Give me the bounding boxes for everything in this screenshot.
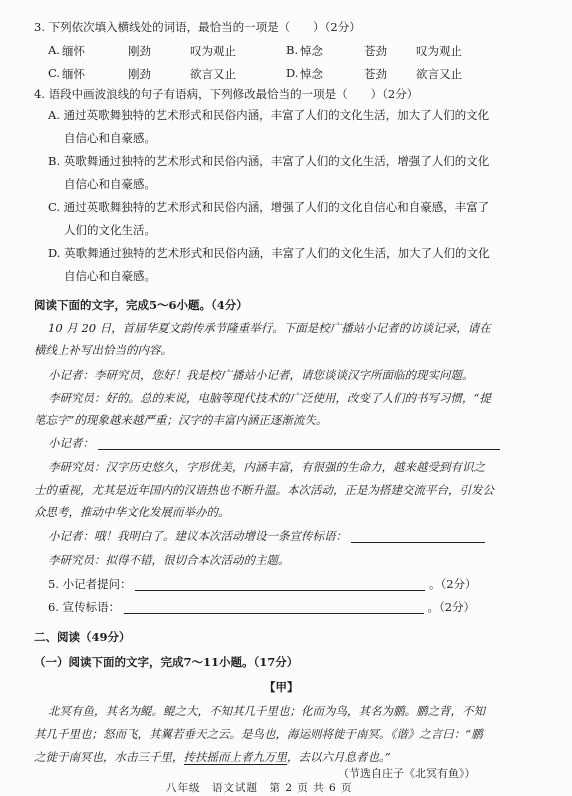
text-segment: 之徙于南冥也，水击三千里， xyxy=(34,750,184,764)
q6 xyxy=(48,602,475,614)
source-citation: （节选自庄子《北冥有鱼》） xyxy=(338,767,476,780)
passage-line: 士的重视，尤其是近年国内的汉语热也不断升温。本次活动，正是为搭建交流平台，引发公 xyxy=(34,483,494,497)
section-subheading: （一）阅读下面的文字，完成7～11小题。（17分） xyxy=(34,655,299,669)
classical-text-line: 其几千里也；怒而飞，其翼若垂天之云。是鸟也，海运则将徙于南冥。《谐》之言曰：“鹏 xyxy=(34,727,483,741)
section-title: 二、阅读（49分） xyxy=(34,630,131,644)
q3-option-a[interactable] xyxy=(48,43,236,58)
passage-line: 李研究员：拟得不错，很切合本次活动的主题。 xyxy=(48,553,290,567)
option-text: D. 英歌舞通过独特的艺术形式和民俗内涵，丰富了人们的文化生活，加大了人们的文化 xyxy=(48,246,490,260)
option-word: 刚劲 xyxy=(128,44,151,58)
option-label: D. xyxy=(286,66,299,80)
option-word: 苍劲 xyxy=(364,44,387,58)
option-text: 人们的文化生活。 xyxy=(64,223,156,237)
q5-answer-blank[interactable] xyxy=(135,590,425,591)
passage-line xyxy=(48,531,485,543)
option-word: 叹为观止 xyxy=(190,44,236,58)
passage-marker: 【甲】 xyxy=(264,680,299,694)
q5-label: 5. 小记者提问： xyxy=(48,577,132,591)
speaker-text: 小记者：哦！我明白了。建议本次活动增设一条宣传标语： xyxy=(48,529,347,543)
page-footer: 八年级 语文试题 第 2 页 共 6 页 xyxy=(166,782,353,794)
option-label: A. xyxy=(48,43,60,57)
option-text: 自信心和自豪感。 xyxy=(64,177,156,191)
option-text: 自信心和自豪感。 xyxy=(64,131,156,145)
option-word: 悼念 xyxy=(300,44,323,58)
q4-stem: 4. 语段中画波浪线的句子有语病，下列修改最恰当的一项是（ ）（2分） xyxy=(34,87,419,101)
text-segment: ，去以六月息者也。” xyxy=(287,750,391,764)
passage-line: 横线上补写出恰当的内容。 xyxy=(34,343,172,357)
option-text: A. 通过英歌舞独特的艺术形式和民俗内涵，丰富了人们的文化生活，加大了人们的文化 xyxy=(48,108,490,122)
option-label: C. xyxy=(48,66,61,80)
passage-line: 小记者：李研究员，您好！我是校广播站小记者，请您谈谈汉字所面临的现实问题。 xyxy=(48,368,474,382)
option-word: 欲言又止 xyxy=(190,67,236,81)
option-word: 悼念 xyxy=(300,67,323,81)
q3-option-d[interactable] xyxy=(286,66,462,81)
option-word: 缅怀 xyxy=(62,44,85,58)
passage-line: 李研究员：好的。总的来说，电脑等现代技术的广泛使用，改变了人们的书写习惯，“提 xyxy=(48,391,491,405)
option-word: 苍劲 xyxy=(364,67,387,81)
passage-line xyxy=(48,438,500,450)
option-text: 自信心和自豪感。 xyxy=(64,269,156,283)
speaker-label: 小记者： xyxy=(48,436,94,450)
passage-line: 10 月 20 日，首届华夏文韵传承节隆重举行。下面是校广播站小记者的访谈记录，请在 xyxy=(48,321,491,335)
answer-blank[interactable] xyxy=(351,542,485,543)
q6-score: 。（2分） xyxy=(427,600,476,614)
option-word: 叹为观止 xyxy=(416,44,462,58)
passage-line: 众思考，推动中华文化发展而举办的。 xyxy=(34,505,230,519)
option-word: 刚劲 xyxy=(128,67,151,81)
q6-label: 6. 宣传标语： xyxy=(48,600,121,614)
option-word: 欲言又止 xyxy=(416,67,462,81)
classical-text-line xyxy=(34,752,391,764)
q5 xyxy=(48,579,477,591)
q3-option-b[interactable] xyxy=(286,43,462,58)
option-label: B. xyxy=(286,43,299,57)
q6-answer-blank[interactable] xyxy=(124,613,424,614)
option-text: C. 通过英歌舞独特的艺术形式和民俗内涵，增强了人们的文化自信心和自豪感，丰富了 xyxy=(48,200,490,214)
q5-score: 。（2分） xyxy=(428,577,477,591)
q3-stem: 3. 下列依次填入横线处的词语，最恰当的一项是（ ）（2分） xyxy=(34,20,361,34)
reading-heading: 阅读下面的文字，完成5～6小题。（4分） xyxy=(34,298,248,312)
classical-text-line: 北冥有鱼，其名为鲲。鲲之大，不知其几千里也；化而为鸟，其名为鹏。鹏之背，不知 xyxy=(48,704,485,718)
option-word: 缅怀 xyxy=(62,67,85,81)
option-text: B. 英歌舞通过独特的艺术形式和民俗内涵，丰富了人们的文化生活，增强了人们的文化 xyxy=(48,154,490,168)
passage-line: 笔忘字”的现象越来越严重；汉字的丰富内涵正逐渐流失。 xyxy=(34,413,328,427)
underlined-sentence: 抟扶摇而上者九万里 xyxy=(183,750,287,764)
passage-line: 李研究员：汉字历史悠久，字形优美，内涵丰富，有很强的生命力，越来越受到有识之 xyxy=(48,460,485,474)
answer-blank[interactable] xyxy=(98,449,500,450)
q3-option-c[interactable] xyxy=(48,66,236,81)
